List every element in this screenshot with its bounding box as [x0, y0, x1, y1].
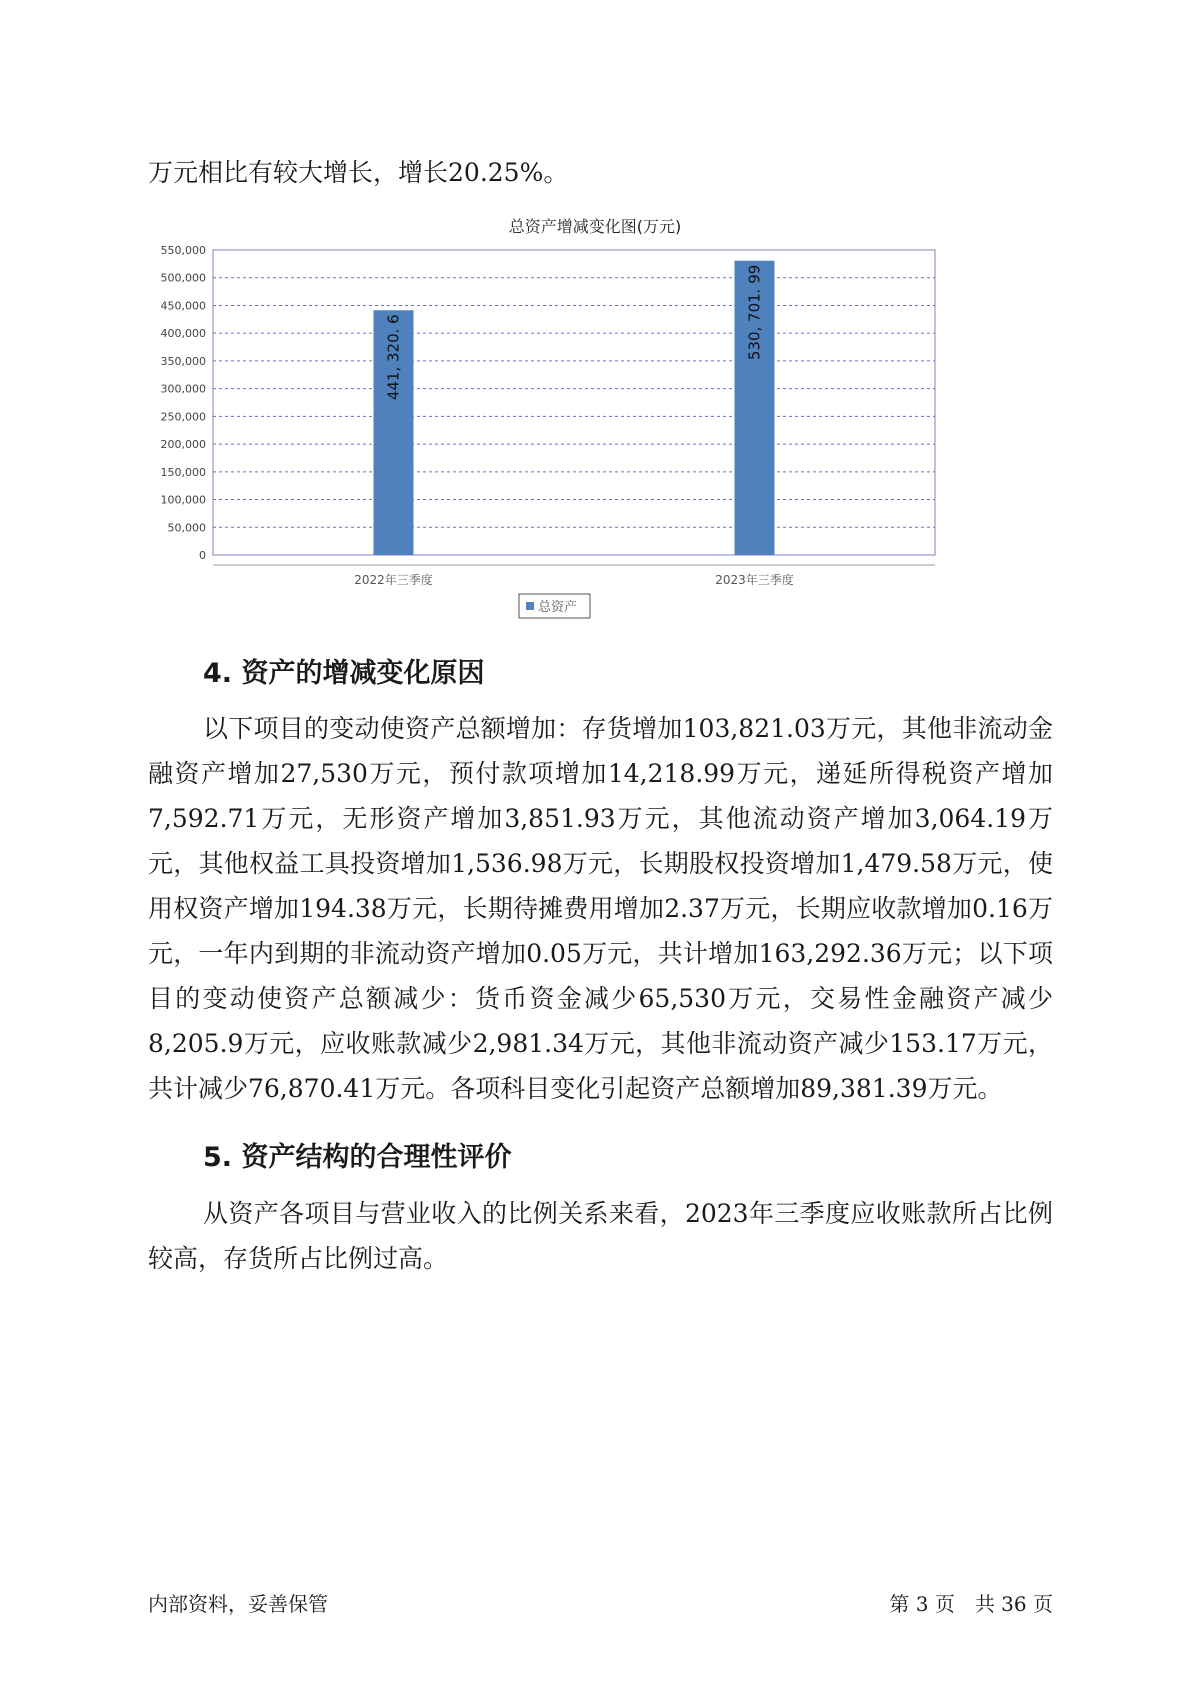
chart-grid: [213, 250, 935, 555]
chart-x-axis: [354, 572, 794, 587]
plot-area: [213, 250, 935, 555]
section4-heading: 4. 资产的增减变化原因: [203, 658, 485, 689]
bar-value-label: 441, 320. 6: [384, 314, 403, 401]
footer-page-number: 第 3 页 共 36 页: [889, 1592, 1053, 1616]
section5-body: 从资产各项目与营业收入的比例关系来看，2023年三季度应收账款所占比例较高，存货所占比例过高。: [148, 1199, 1053, 1273]
total-assets-chart: [160, 218, 1030, 678]
section5-heading: 5. 资产结构的合理性评价: [203, 1142, 512, 1173]
intro-paragraph: 万元相比有较大增长，增长20.25%。: [148, 158, 569, 187]
y-tick-label: 150,000: [160, 465, 206, 479]
chart-title: 总资产增减变化图(万元): [508, 218, 682, 236]
x-tick-label: 2022年三季度: [354, 573, 433, 587]
y-tick-label: 550,000: [160, 244, 206, 257]
x-tick-label: 2023年三季度: [715, 573, 794, 587]
y-tick-label: 50,000: [167, 521, 206, 535]
chart-legend: [519, 594, 590, 618]
legend-label: 总资产: [538, 600, 578, 615]
y-tick-label: 500,000: [160, 271, 206, 285]
footer-confidential: 内部资料，妥善保管: [148, 1592, 328, 1616]
y-tick-label: 350,000: [160, 354, 206, 368]
y-tick-label: 400,000: [160, 327, 206, 341]
bar-value-label: 530, 701. 99: [745, 264, 764, 361]
y-tick-label: 250,000: [160, 410, 206, 424]
y-tick-label: 300,000: [160, 382, 206, 396]
y-tick-label: 0: [199, 549, 206, 562]
y-tick-label: 100,000: [160, 493, 206, 507]
y-tick-label: 200,000: [160, 438, 206, 452]
section4-body: 以下项目的变动使资产总额增加：存货增加103,821.03万元，其他非流动金融资产增加27,530万元，预付款项增加14,218.99万元，递延所得税资产增加7,592.71万元，无形资产增加3,851.93万元，其他流动资产增加3,064.19万元，其他权益工具投资增加1,536.98万元，长期股权投资增加1,479.58万元，使用权资产增加194.38万元，长期待摊费用增加2.37万元，长期应收款增加0.16万元，一年内到期的非流动资产增加0.05万元，共计增加163,292.36万元；以下项目的变动使资产总额减少：货币资金减少65,530万元，交易性金融资产减少8,205.9万元，应收账款减少2,981.34万元，其他非流动资产减少153.17万元，共计减少76,870.41万元。各项科目变化引起资产总额增加89,381.39万元。: [148, 714, 1053, 1103]
y-tick-label: 450,000: [160, 299, 206, 313]
legend-swatch: [526, 602, 534, 610]
